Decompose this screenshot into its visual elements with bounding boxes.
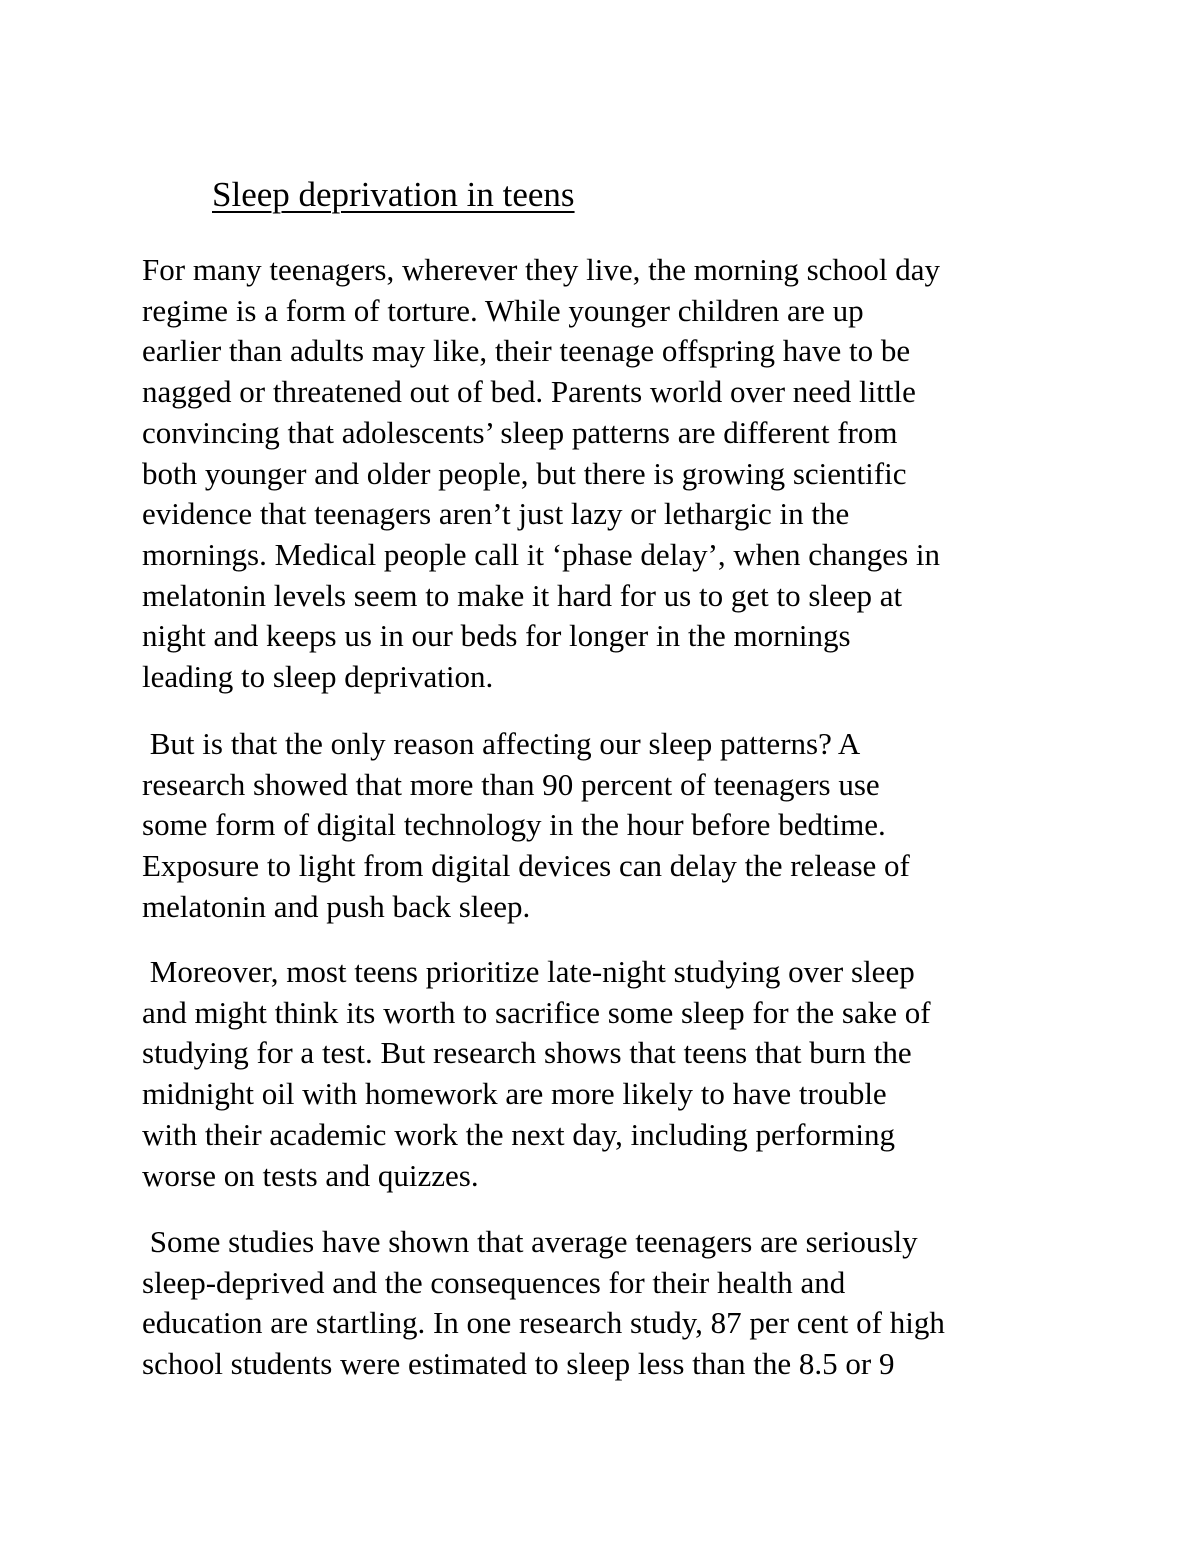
text-line: convincing that adolescents’ sleep patterns are different from: [142, 414, 898, 450]
text-line: with their academic work the next day, including performing: [142, 1116, 895, 1152]
document-title: Sleep deprivation in teens: [212, 175, 575, 214]
text-line: melatonin and push back sleep.: [142, 888, 531, 924]
text-line: sleep-deprived and the consequences for their health and: [142, 1264, 846, 1300]
text-line: some form of digital technology in the hour before bedtime.: [142, 807, 886, 843]
text-line: worse on tests and quizzes.: [142, 1157, 479, 1193]
text-line: But is that the only reason affecting our sleep patterns? A: [142, 726, 861, 761]
text-line: Exposure to light from digital devices can delay the release of: [142, 848, 910, 884]
text-line: night and keeps us in our beds for longer in the mornings: [142, 618, 851, 654]
text-line: midnight oil with homework are more likely to have trouble: [142, 1076, 887, 1112]
text-line: Moreover, most teens prioritize late-night studying over sleep: [142, 954, 915, 989]
text-line: education are startling. In one research study, 87 per cent of high: [142, 1305, 945, 1341]
text-line: melatonin levels seem to make it hard for us to get to sleep at: [142, 577, 903, 613]
text-line: research showed that more than 90 percent of teenagers use: [142, 766, 880, 802]
text-line: For many teenagers, wherever they live, the morning school day: [142, 252, 941, 287]
text-line: nagged or threatened out of bed. Parents world over need little: [142, 374, 916, 410]
text-line: and might think its worth to sacrifice some sleep for the sake of: [142, 994, 931, 1030]
text-line: evidence that teenagers aren’t just lazy or lethargic in the: [142, 496, 850, 532]
text-line: studying for a test. But research shows that teens that burn the: [142, 1035, 912, 1071]
text-line: mornings. Medical people call it ‘phase delay’, when changes in: [142, 536, 940, 572]
text-line: regime is a form of torture. While younger children are up: [142, 292, 864, 328]
text-line: school students were estimated to sleep less than the 8.5 or 9: [142, 1346, 895, 1382]
text-line: Some studies have shown that average teenagers are seriously: [142, 1224, 918, 1259]
text-line: both younger and older people, but there is growing scientific: [142, 455, 907, 491]
text-line: leading to sleep deprivation.: [142, 659, 494, 694]
text-line: earlier than adults may like, their teenage offspring have to be: [142, 333, 911, 369]
